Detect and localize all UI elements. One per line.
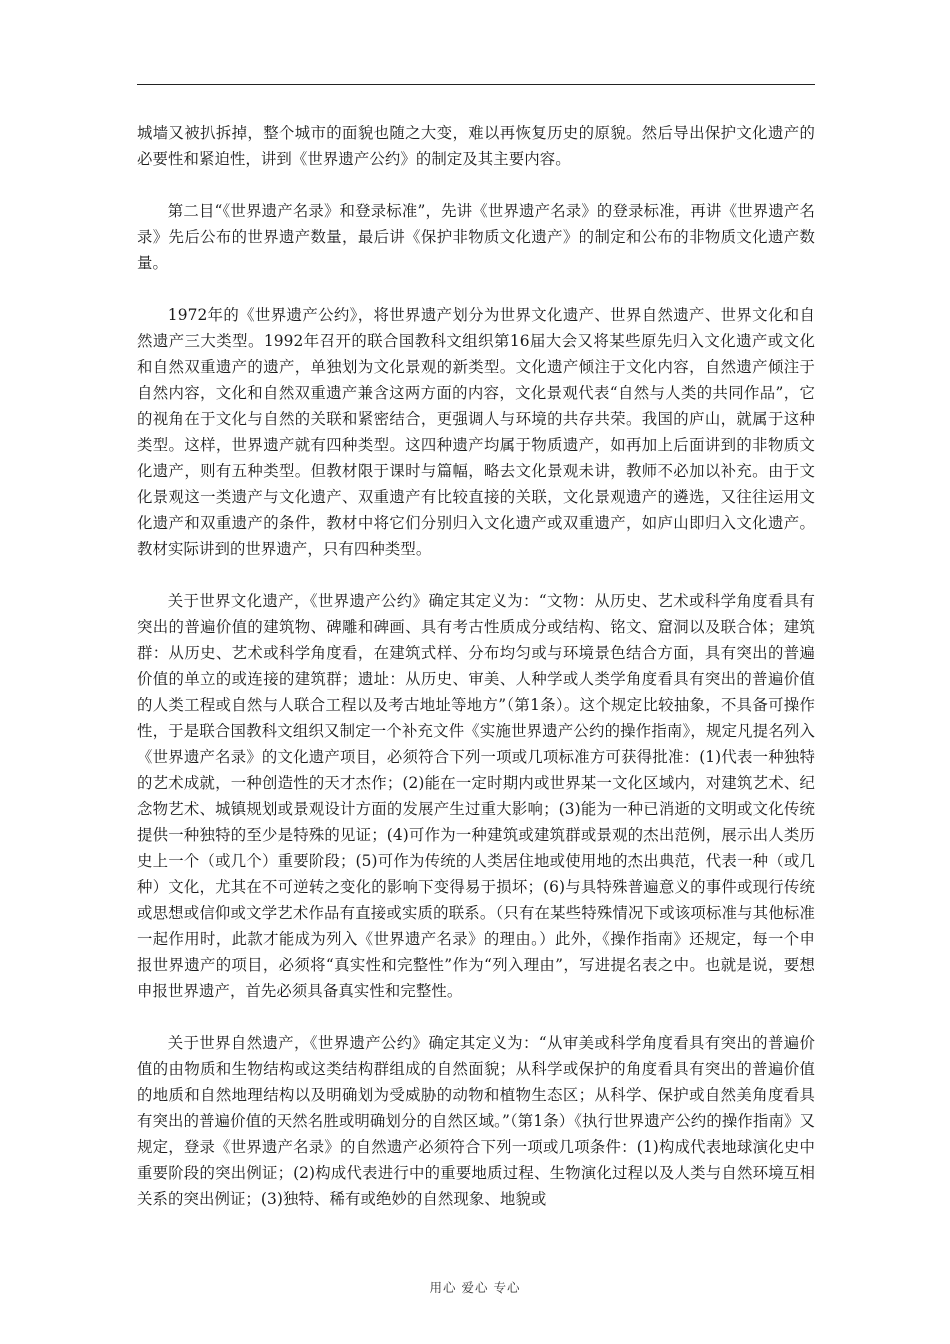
page-footer: 用心 爱心 专心 — [429, 1280, 521, 1295]
paragraph-gap — [137, 172, 815, 198]
paragraph-second-section: 第二目“《世界遗产名录》和登录标准”，先讲《世界遗产名录》的登录标准，再讲《世界遗产名录》先后公布的世界遗产数量，最后讲《保护非物质文化遗产》的制定和公布的非物质文化遗产数量。 — [137, 202, 815, 272]
paragraph-cultural-heritage: 关于世界文化遗产，《世界遗产公约》确定其定义为：“文物：从历史、艺术或科学角度看具有突出的普遍价值的建筑物、碑雕和碑画、具有考古性质成分或结构、铭文、窟洞以及联合体；建筑群：从历史、艺术或科学角度看，在建筑式样、分布均匀或与环境景色结合方面，具有突出的普遍价值的单立的或连接的建筑群；遗址：从历史、审美、人种学或人类学角度看具有突出的普遍价值的人类工程或自然与人联合工程以及考古地址等地方”（第1条）。这个规定比较抽象，不具备可操作性，于是联合国教科文组织又制定一个补充文件《实施世界遗产公约的操作指南》，规定凡提名列入《世界遗产名录》的文化遗产项目，必须符合下列一项或几项标准方可获得批准：(1)代表一种独特的艺术成就，一种创造性的天才杰作；(2)能在一定时期内或世界某一文化区域内，对建筑艺术、纪念物艺术、城镇规划或景观设计方面的发展产生过重大影响；(3)能为一种已消逝的文明或文化传统提供一种独特的至少是特殊的见证；(4)可作为一种建筑或建筑群或景观的杰出范例，展示出人类历史上一个（或几个）重要阶段；(5)可作为传统的人类居住地或使用地的杰出典范，代表一种（或几种）文化，尤其在不可逆转之变化的影响下变得易于损坏；(6)与具特殊普遍意义的事件或现行传统或思想或信仰或文学艺术作品有直接或实质的联系。（只有在某些特殊情况下或该项标准与其他标准一起作用时，此款才能成为列入《世界遗产名录》的理由。）此外，《操作指南》还规定，每一个申报世界遗产的项目，必须将“真实性和完整性”作为“列入理由”，写进提名表之中。也就是说，要想申报世界遗产，首先必须具备真实性和完整性。 — [137, 592, 815, 1000]
header-rule — [137, 84, 815, 85]
paragraph-gap — [137, 276, 815, 302]
paragraph-gap — [137, 562, 815, 588]
document-body — [137, 120, 815, 1212]
paragraph-continuation: 城墙又被扒拆掉，整个城市的面貌也随之大变，难以再恢复历史的原貌。然后导出保护文化遗产的必要性和紧迫性，讲到《世界遗产公约》的制定及其主要内容。 — [137, 124, 815, 168]
paragraph-heritage-types: 1972年的《世界遗产公约》，将世界遗产划分为世界文化遗产、世界自然遗产、世界文化和自然遗产三大类型。1992年召开的联合国教科文组织第16届大会又将某些原先归入文化遗产或文化和自然双重遗产的遗产，单独划为文化景观的新类型。文化遗产倾注于文化内容，自然遗产倾注于自然内容，文化和自然双重遗产兼含这两方面的内容，文化景观代表“自然与人类的共同作品”，它的视角在于文化与自然的关联和紧密结合，更强调人与环境的共存共荣。我国的庐山，就属于这种类型。这样，世界遗产就有四种类型。这四种遗产均属于物质遗产，如再加上后面讲到的非物质文化遗产，则有五种类型。但教材限于课时与篇幅，略去文化景观未讲，教师不必加以补充。由于文化景观这一类遗产与文化遗产、双重遗产有比较直接的关联，文化景观遗产的遴选，又往往运用文化遗产和双重遗产的条件，教材中将它们分别归入文化遗产或双重遗产，如庐山即归入文化遗产。教材实际讲到的世界遗产，只有四种类型。 — [137, 306, 815, 558]
paragraph-gap — [137, 1004, 815, 1030]
paragraph-natural-heritage: 关于世界自然遗产，《世界遗产公约》确定其定义为：“从审美或科学角度看具有突出的普遍价值的由物质和生物结构或这类结构群组成的自然面貌；从科学或保护的角度看具有突出的普遍价值的地质和自然地理结构以及明确划为受威胁的动物和植物生态区；从科学、保护或自然美角度看具有突出的普遍价值的天然名胜或明确划分的自然区域。”（第1条）《执行世界遗产公约的操作指南》又规定，登录《世界遗产名录》的自然遗产必须符合下列一项或几项条件：(1)构成代表地球演化史中重要阶段的突出例证；(2)构成代表进行中的重要地质过程、生物演化过程以及人类与自然环境互相关系的突出例证；(3)独特、稀有或绝妙的自然现象、地貌或 — [137, 1034, 815, 1208]
